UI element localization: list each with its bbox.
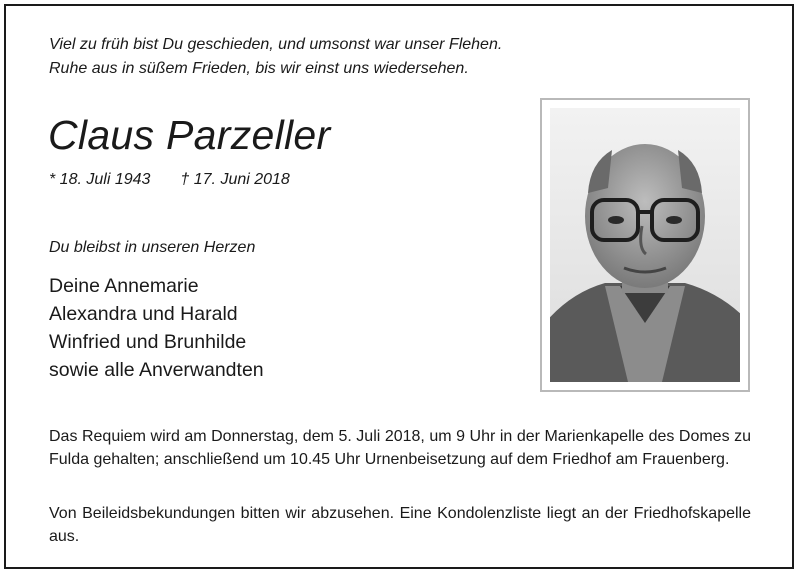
family-member: sowie alle Anverwandten [49,359,264,381]
death-date: † 17. Juni 2018 [180,171,290,188]
family-list [49,272,264,384]
portrait-illustration [550,108,740,382]
verse-line-1: Viel zu früh bist Du geschieden, und umsonst war unser Flehen. [49,36,503,53]
requiem-notice: Das Requiem wird am Donnerstag, dem 5. Juli 2018, um 9 Uhr in der Marienkapelle des Domes zu Fulda gehalten; anschließend um 10.45 Uhr Urnenbeisetzung auf dem Friedhof am Frauenberg. [49,428,751,468]
life-dates [49,169,290,191]
memorial-verse [49,33,502,81]
photo-frame [540,98,750,392]
family-member: Winfried und Brunhilde [49,331,247,353]
family-member: Alexandra und Harald [49,303,238,325]
verse-line-2: Ruhe aus in süßem Frieden, bis wir einst uns wiedersehen. [49,60,469,77]
condolence-notice: Von Beileidsbekundungen bitten wir abzusehen. Eine Kondolenzliste liegt an der Friedhofskapelle aus. [49,505,751,545]
family-member: Deine Annemarie [49,275,199,297]
birth-date: * 18. Juli 1943 [49,171,151,188]
deceased-name: Claus Parzeller [48,112,331,158]
portrait-photo-icon [550,108,740,382]
farewell-line: Du bleibst in unseren Herzen [49,239,256,256]
